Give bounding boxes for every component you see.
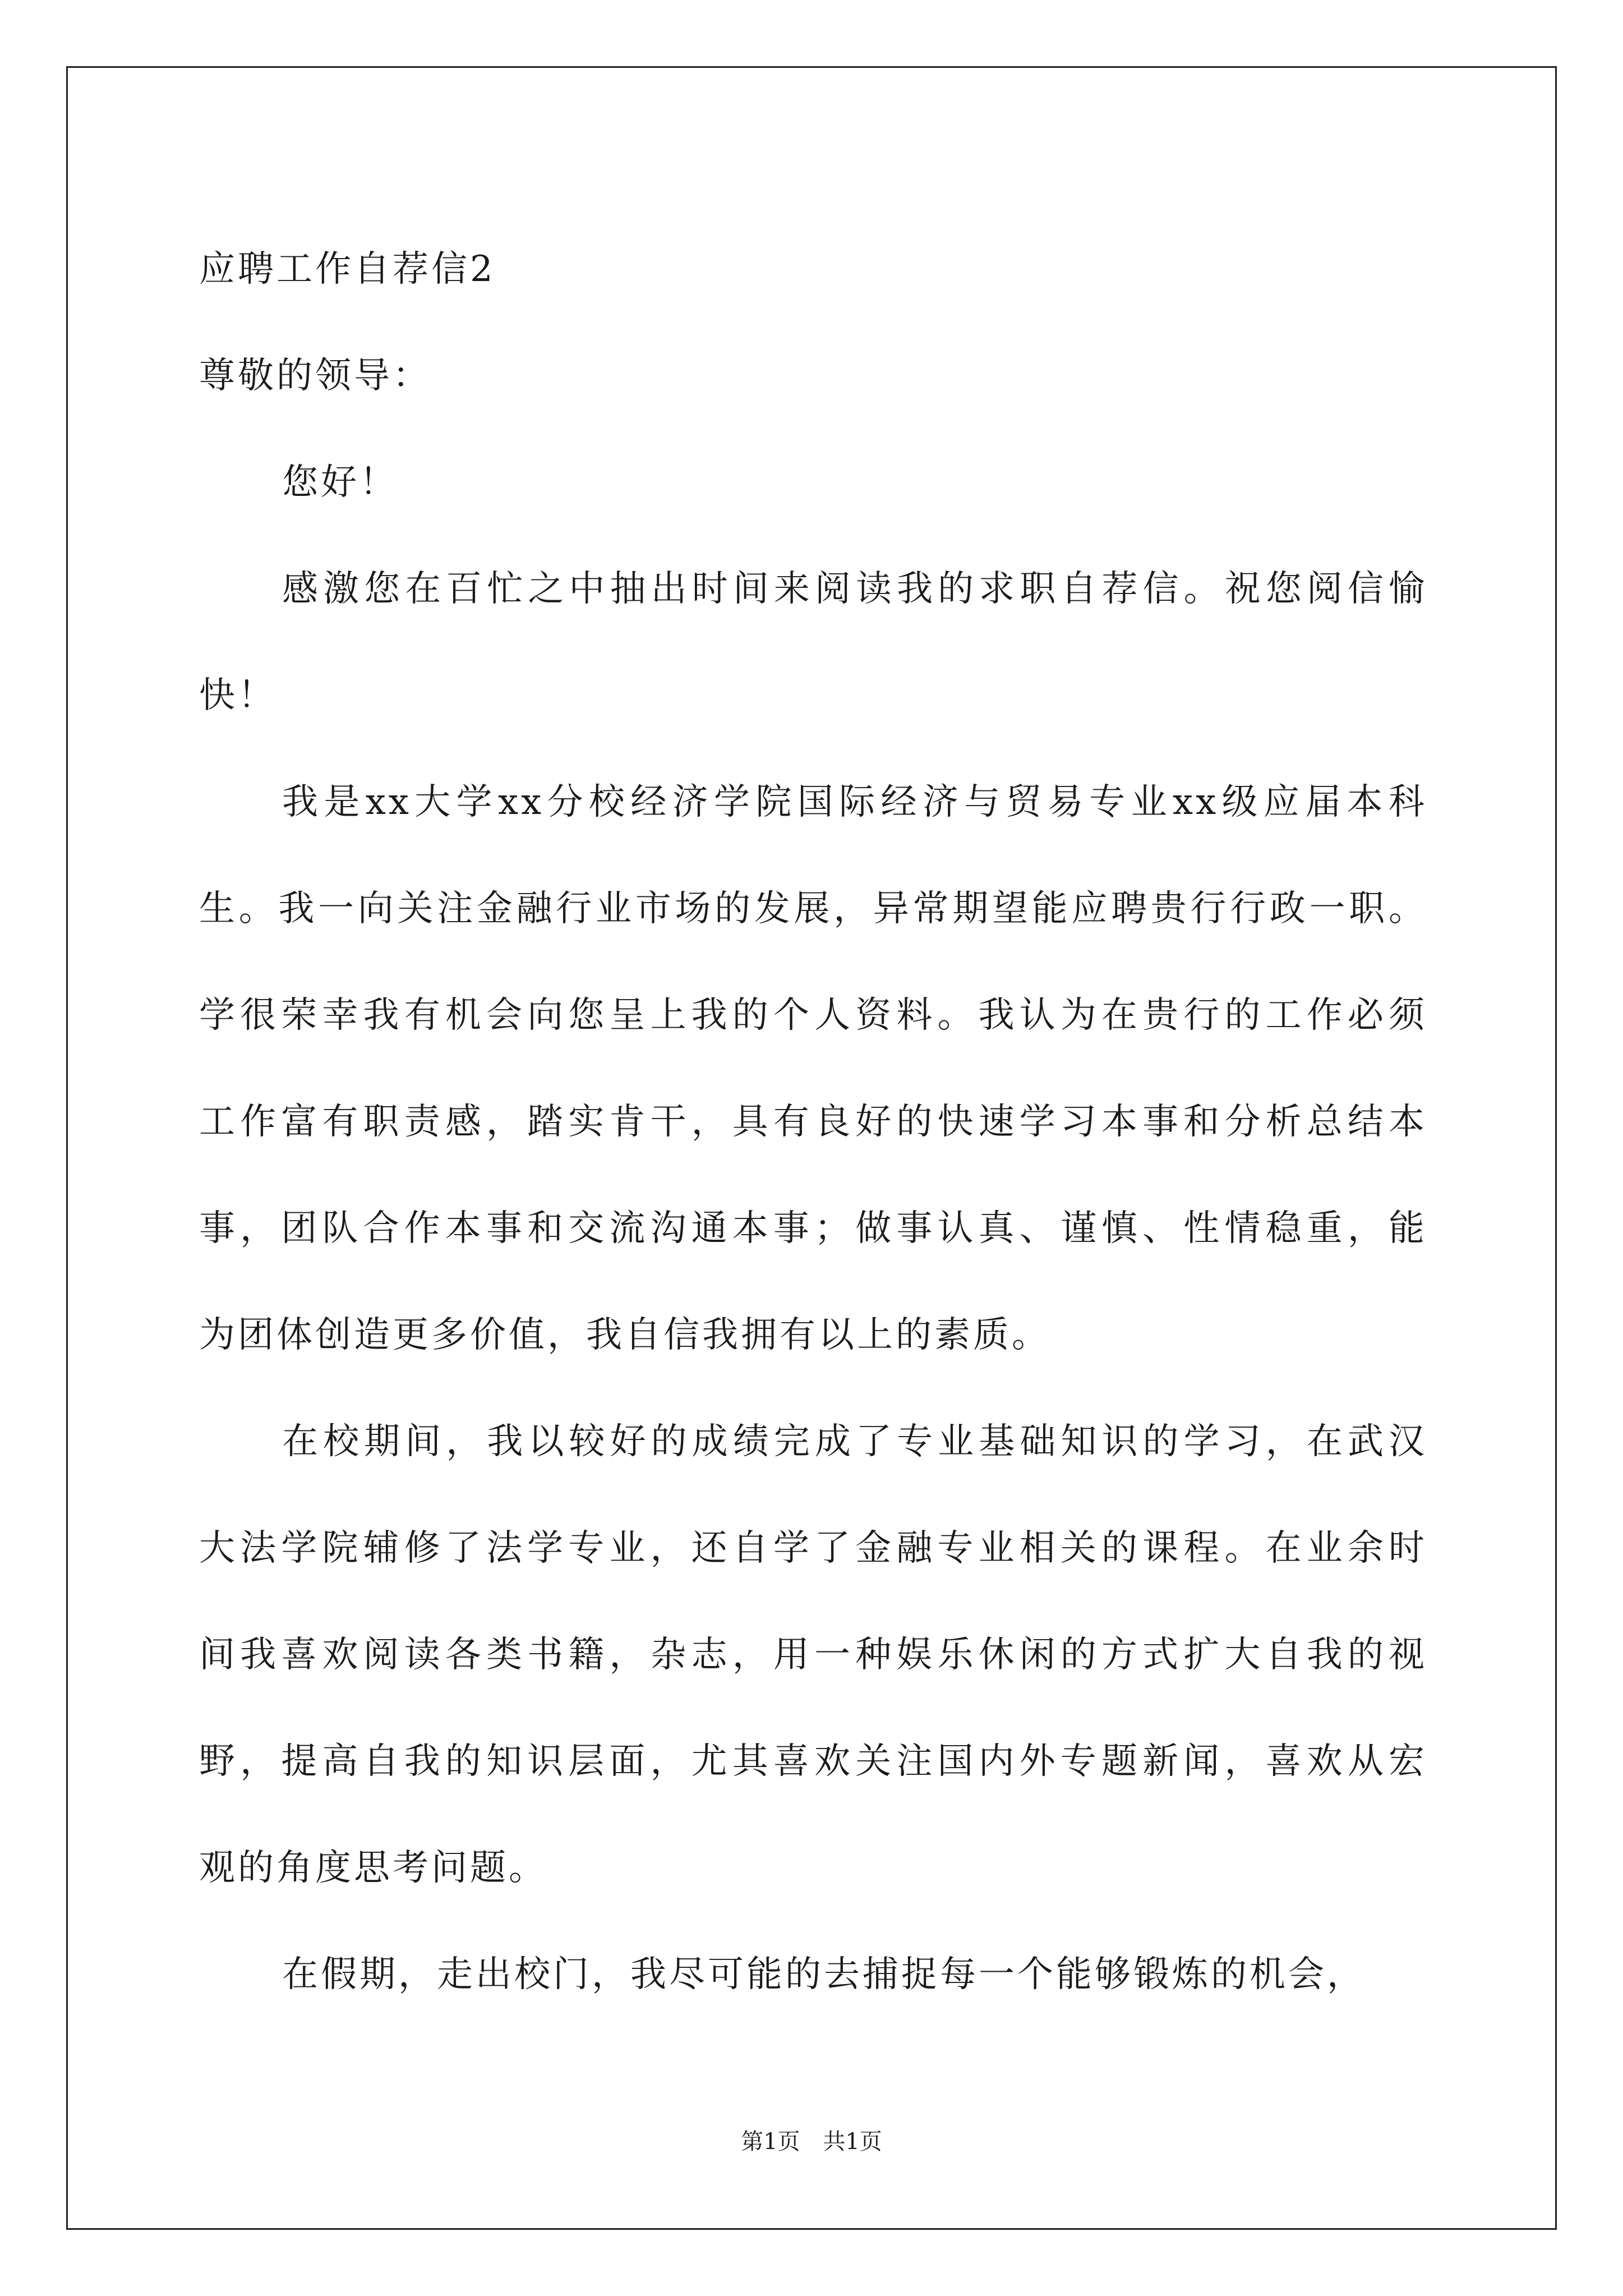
- document-title: 应聘工作自荐信2: [199, 249, 496, 290]
- paragraph-line: 生。我一向关注金融行业市场的发展，异常期望能应聘贵行行政一职。: [199, 888, 1427, 930]
- page-number: 第1页: [741, 2129, 800, 2155]
- paragraph-line: 间我喜欢阅读各类书籍，杂志，用一种娱乐休闲的方式扩大自我的视: [199, 1634, 1427, 1676]
- greeting: 您好！: [282, 462, 398, 503]
- paragraph-line: 我是xx大学xx分校经济学院国际经济与贸易专业xx级应届本科: [282, 781, 1427, 823]
- paragraph-line: 在校期间，我以较好的成绩完成了专业基础知识的学习，在武汉: [282, 1421, 1427, 1462]
- page-footer: [0, 2125, 1623, 2159]
- paragraph-line: 大法学院辅修了法学专业，还自学了金融专业相关的课程。在业余时: [199, 1527, 1427, 1569]
- salutation: 尊敬的领导：: [199, 355, 431, 397]
- document-body: [199, 216, 1427, 2028]
- paragraph-line: 在假期，走出校门，我尽可能的去捕捉每一个能够锻炼的机会，: [282, 1954, 1366, 1995]
- paragraph-line: 快！: [199, 675, 276, 716]
- paragraph-line: 事，团队合作本事和交流沟通本事；做事认真、谨慎、性情稳重，能: [199, 1208, 1427, 1249]
- paragraph-line: 观的角度思考问题。: [199, 1847, 547, 1889]
- paragraph-line: 学很荣幸我有机会向您呈上我的个人资料。我认为在贵行的工作必须: [199, 995, 1427, 1036]
- paragraph-line: 工作富有职责感，踏实肯干，具有良好的快速学习本事和分析总结本: [199, 1101, 1427, 1143]
- paragraph-line: 感激您在百忙之中抽出时间来阅读我的求职自荐信。祝您阅信愉: [282, 568, 1427, 610]
- page-total: 共1页: [823, 2129, 882, 2155]
- paragraph-line: 野，提高自我的知识层面，尤其喜欢关注国内外专题新闻，喜欢从宏: [199, 1741, 1427, 1782]
- paragraph-line: 为团体创造更多价值，我自信我拥有以上的素质。: [199, 1314, 1050, 1356]
